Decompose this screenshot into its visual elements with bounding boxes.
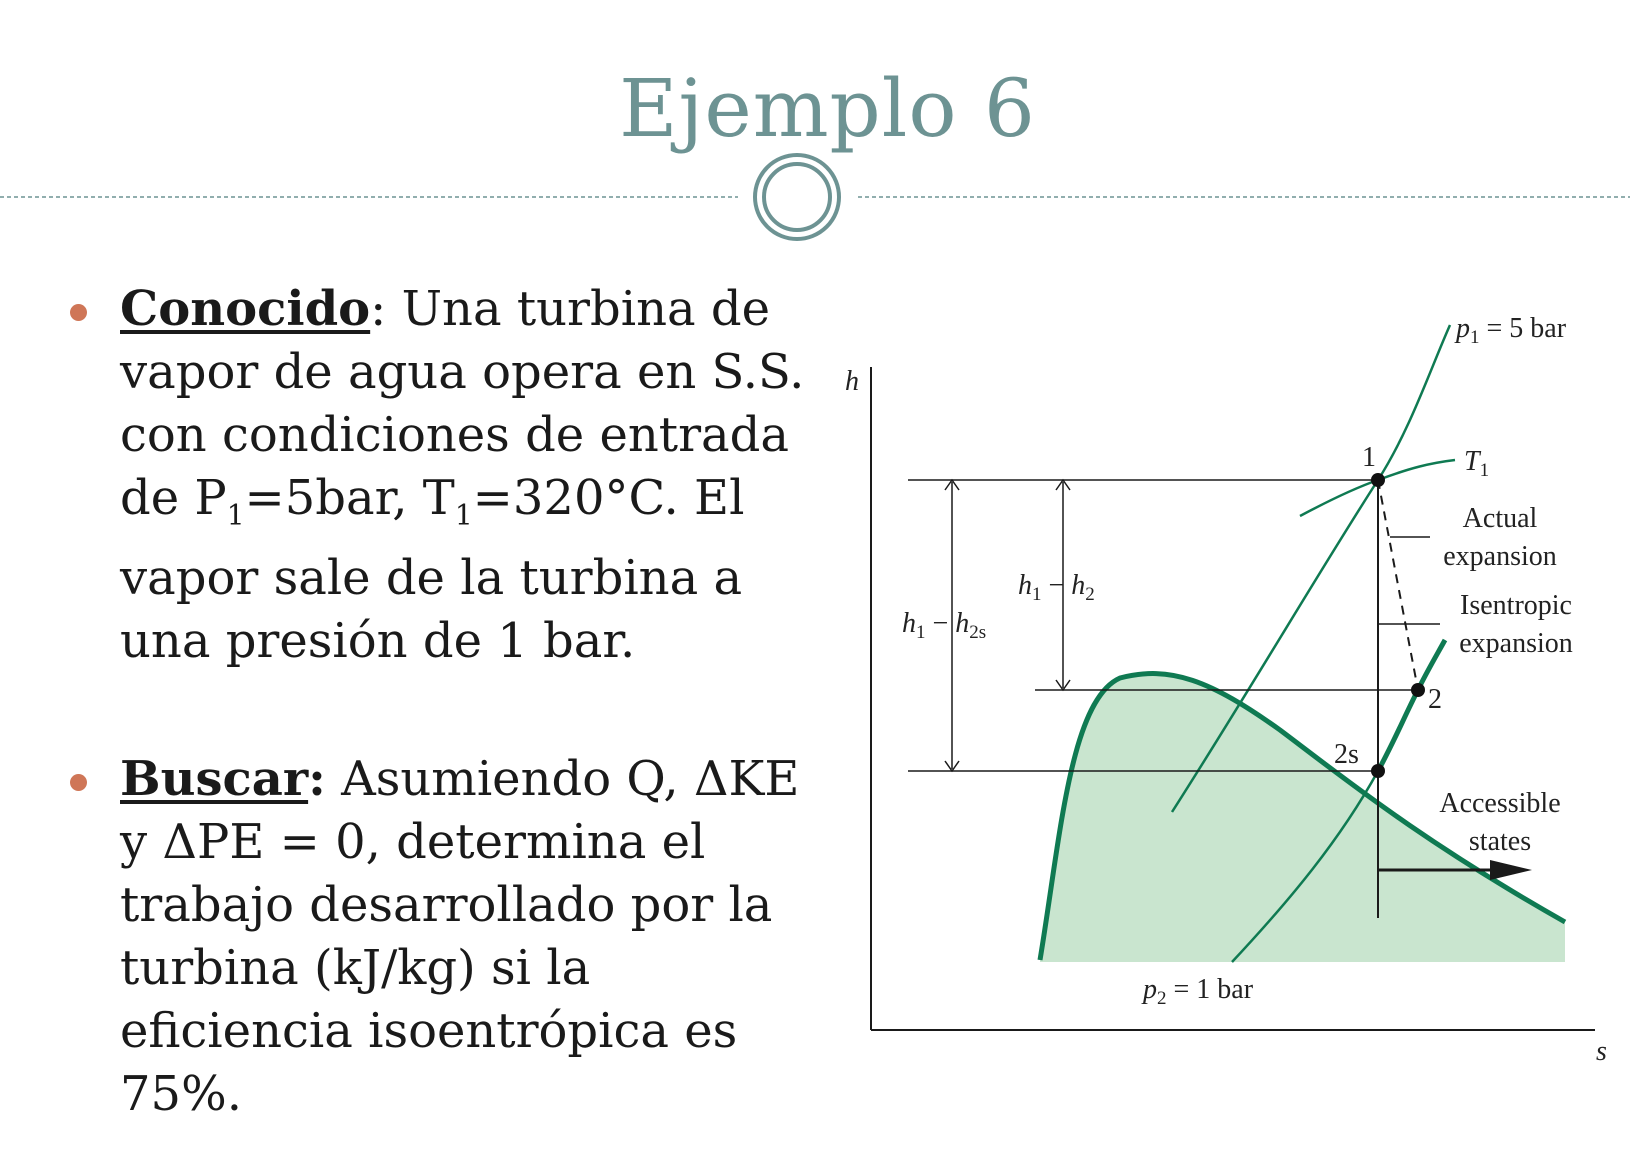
mollier-diagram (830, 300, 1630, 1080)
state-2-point (1411, 683, 1425, 697)
divider-ring-icon (755, 155, 839, 239)
state-2s-label: 2s (1334, 739, 1359, 770)
state-2-label: 2 (1428, 684, 1442, 715)
bullet-icon (70, 304, 87, 321)
state-2s-point (1371, 764, 1385, 778)
arrow-head-icon (1490, 860, 1532, 880)
bullet-icon (70, 774, 87, 791)
bullet-conocido (70, 278, 810, 673)
bullet-text: Buscar: Asumiendo Q, ΔKE y ΔPE = 0, determina el trabajo desarrollado por la turbina (kJ/kg) si la eficiencia isoentrópica es 75%. (120, 751, 800, 1122)
t1-label: $T_1$ (1464, 446, 1490, 481)
state-1-point (1371, 473, 1385, 487)
keyword-conocido: Conocido (120, 281, 371, 337)
actual-expansion-label: Actual expansion (1443, 503, 1557, 572)
title-divider (0, 152, 1630, 248)
s-axis-label: s (1596, 1036, 1607, 1067)
slide-title: Ejemplo 6 (619, 62, 1036, 155)
dh-actual-label: $h_1 - h_2$ (1018, 570, 1095, 605)
keyword-buscar: Buscar (120, 751, 309, 807)
p1-label: $p_1 = 5$ bar (1456, 313, 1567, 348)
isentropic-expansion-label: Isentropic expansion (1459, 590, 1573, 659)
state-1-label: 1 (1362, 442, 1376, 473)
actual-expansion-line (1378, 480, 1418, 690)
bullet-buscar (70, 748, 810, 1126)
accessible-states-label: Accessible states (1439, 788, 1561, 857)
h-axis-label: h (845, 366, 859, 397)
dh-isentropic-label: $h_1 - h_{2s}$ (902, 608, 987, 643)
p2-label: $p_2 = 1$ bar (1143, 974, 1254, 1009)
bullet-text: Conocido: Una turbina de vapor de agua opera en S.S. con condiciones de entrada de $P_1=5bar$, $T_1=320^\circ C$. El vapor sale de la turbina a una presión de 1 bar. (120, 281, 805, 669)
